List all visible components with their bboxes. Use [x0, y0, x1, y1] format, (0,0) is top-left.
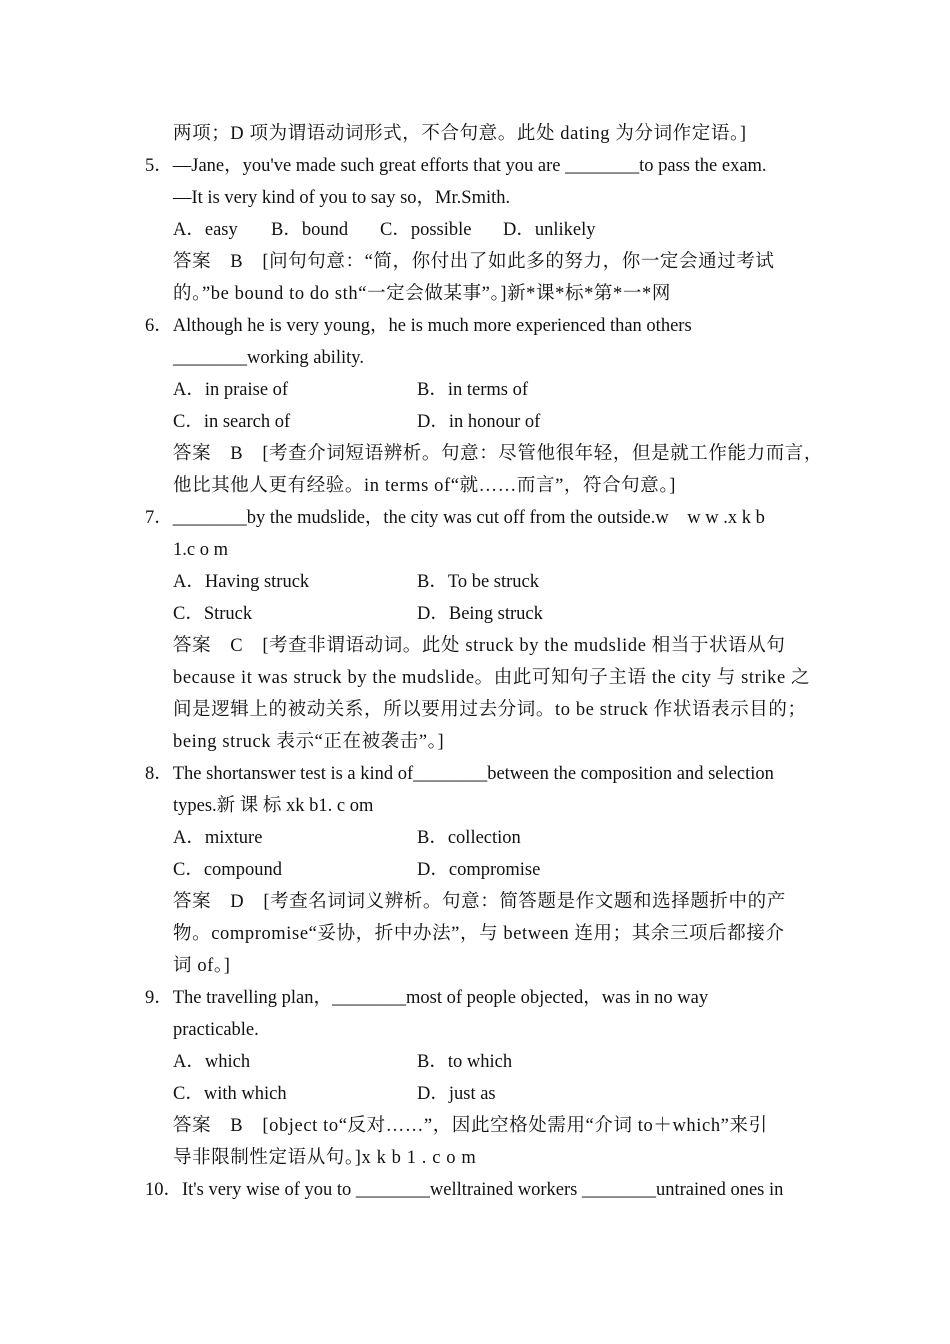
q8-option-b: B．collection — [417, 828, 521, 848]
q9-stem-line2: practicable. — [173, 1020, 259, 1040]
q10-stem: 10．It's very wise of you to ________welltrained workers ________untrained ones in — [145, 1180, 784, 1200]
q9-answer-line2: 导非限制性定语从句。]x k b 1 . c o m — [173, 1148, 477, 1168]
q6-answer: 答案 B [考查介词短语辨析。句意：尽管他很年轻，但是就工作能力而言， — [173, 444, 824, 464]
q8-option-c: C．compound — [173, 860, 282, 880]
q7-answer-line4: being struck 表示“正在被袭击”。] — [173, 732, 445, 752]
q5-option-a: A．easy — [173, 220, 238, 240]
q5-option-b: B．bound — [271, 220, 349, 240]
q5-stem-line2: —It is very kind of you to say so，Mr.Smith. — [173, 188, 511, 208]
q5-answer: 答案 B [问句句意：“简，你付出了如此多的努力，你一定会通过考试 — [173, 252, 775, 272]
q6-stem-line2: ________working ability. — [173, 348, 364, 368]
q8-answer-line2: 物。compromise“妥协，折中办法”，与 between 连用；其余三项后都接介 — [173, 924, 785, 944]
q7-answer: 答案 C [考查非谓语动词。此处 struck by the mudslide 相当于状语从句 — [173, 636, 786, 656]
q7-answer-line3: 间是逻辑上的被动关系，所以要用过去分词。to be struck 作状语表示目的； — [173, 700, 807, 720]
q9-stem: 9．The travelling plan，________most of people objected，was in no way — [145, 988, 709, 1008]
q5-answer-line2: 的。”be bound to do sth“一定会做某事”。]新*课*标*第*一*网 — [173, 284, 671, 304]
q9-option-c: C．with which — [173, 1084, 287, 1104]
q9-option-d: D．just as — [417, 1084, 496, 1104]
q7-option-a: A．Having struck — [173, 572, 310, 592]
q8-stem-line2: types.新 课 标 xk b1. c om — [173, 796, 374, 816]
q6-option-a: A．in praise of — [173, 380, 289, 400]
q9-option-a: A．which — [173, 1052, 251, 1072]
q7-stem: 7．________by the mudslide，the city was cut off from the outside.w w w .x k b — [145, 508, 765, 528]
q8-option-d: D．compromise — [417, 860, 541, 880]
q6-option-c: C．in search of — [173, 412, 291, 432]
q5-option-d: D．unlikely — [503, 220, 596, 240]
q8-option-a: A．mixture — [173, 828, 263, 848]
q7-option-d: D．Being struck — [417, 604, 543, 624]
q5-stem: 5．—Jane，you've made such great efforts that you are ________to pass the exam. — [145, 156, 767, 176]
q4-answer-tail: 两项；D 项为谓语动词形式，不合句意。此处 dating 为分词作定语。] — [173, 124, 747, 144]
q6-option-d: D．in honour of — [417, 412, 541, 432]
q7-option-b: B．To be struck — [417, 572, 540, 592]
q5-option-c: C．possible — [380, 220, 472, 240]
q9-answer: 答案 B [object to“反对……”，因此空格处需用“介词 to＋which”来引 — [173, 1116, 768, 1136]
q6-answer-line2: 他比其他人更有经验。in terms of“就……而言”，符合句意。] — [173, 476, 676, 496]
q6-stem: 6．Although he is very young，he is much more experienced than others — [145, 316, 692, 336]
q7-answer-line2: because it was struck by the mudslide。由此可知句子主语 the city 与 strike 之 — [173, 668, 811, 688]
q6-option-b: B．in terms of — [417, 380, 528, 400]
q7-option-c: C．Struck — [173, 604, 253, 624]
q8-answer-line3: 词 of。] — [173, 956, 231, 976]
q8-answer: 答案 D [考查名词词义辨析。句意：简答题是作文题和选择题折中的产 — [173, 892, 786, 912]
q9-option-b: B．to which — [417, 1052, 513, 1072]
q8-stem: 8．The shortanswer test is a kind of________between the composition and selection — [145, 764, 774, 784]
q7-stem-line2: 1.c o m — [173, 540, 228, 560]
